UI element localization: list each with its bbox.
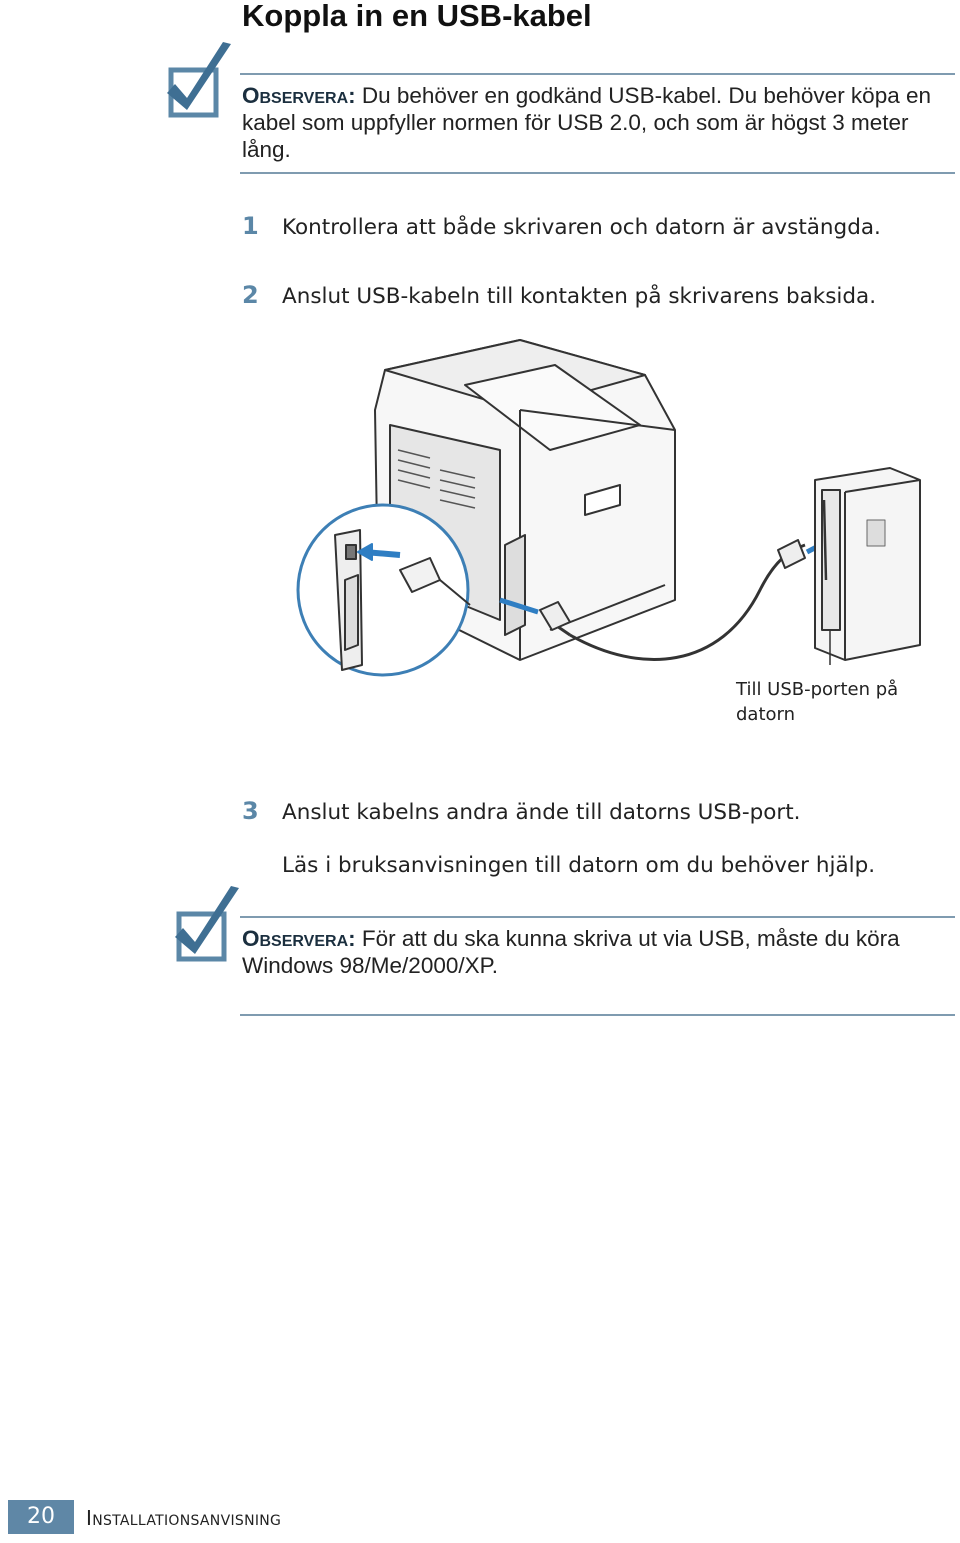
page-number: 20 (8, 1500, 74, 1534)
footer-section-title: Installationsanvisning (86, 1506, 282, 1530)
note-observera-windows (242, 925, 954, 979)
note-top-rule (240, 73, 955, 75)
checkmark-note-icon (165, 38, 235, 120)
figure-caption (736, 677, 898, 727)
checkmark-note-icon (173, 882, 243, 964)
step-text: Anslut USB-kabeln till kontakten på skrivarens baksida. (282, 284, 877, 309)
caption-line: Till USB-porten på (736, 679, 899, 700)
note-top-rule (240, 916, 955, 918)
step-number: 3 (242, 797, 259, 825)
step-text: Kontrollera att både skrivaren och datorn är avstängda. (282, 215, 881, 240)
note-bottom-rule (240, 1014, 955, 1016)
magnified-port-view (298, 505, 470, 675)
step-subtext: Läs i bruksanvisningen till datorn om du behöver hjälp. (282, 853, 876, 878)
step-number: 1 (242, 212, 259, 240)
note-body: Du behöver en godkänd USB-kabel. Du behöver köpa en kabel som uppfyller normen för USB 2.0, och som är högst 3 meter lång. (242, 83, 932, 162)
caption-line: datorn (736, 704, 796, 725)
note-body: För att du ska kunna skriva ut via USB, måste du köra Windows 98/Me/2000/XP. (242, 926, 900, 978)
note-label: Observera: (242, 926, 356, 951)
note-bottom-rule (240, 172, 955, 174)
page-title: Koppla in en USB-kabel (242, 0, 592, 33)
note-label: Observera: (242, 83, 356, 108)
computer-illustration (815, 468, 920, 665)
step-number: 2 (242, 281, 259, 309)
step-text: Anslut kabelns andra ände till datorns USB-port. (282, 800, 801, 825)
note-observera-usb-cable (242, 82, 954, 163)
usb-connection-illustration (290, 330, 930, 680)
